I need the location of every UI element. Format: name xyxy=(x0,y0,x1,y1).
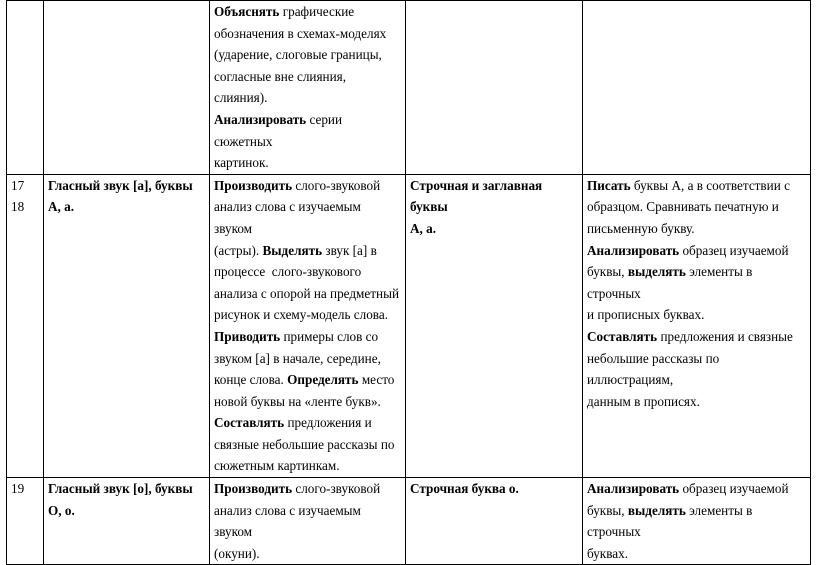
writing-activities-line xyxy=(587,478,806,500)
letter-topic xyxy=(406,174,583,477)
text-segment: буквы, xyxy=(587,502,628,518)
lesson-plan-table xyxy=(6,0,811,565)
text-segment: образец изучаемой xyxy=(679,242,789,258)
text-segment: анализ слова с изучаемым звуком xyxy=(214,199,365,236)
table-row xyxy=(7,1,811,175)
text-segment: предложения и xyxy=(284,415,372,431)
student-activities-line xyxy=(214,326,401,348)
student-activities-line xyxy=(214,66,401,109)
writing-activities xyxy=(583,478,811,565)
writing-activities-line xyxy=(587,348,806,391)
student-activities xyxy=(210,478,406,565)
lesson-topic-line: О, о. xyxy=(48,502,75,518)
writing-activities-line xyxy=(587,261,806,304)
text-segment: письменную букву. xyxy=(587,220,695,236)
student-activities-line xyxy=(214,175,401,197)
action-verb: Анализировать xyxy=(587,242,680,258)
lesson-topic-line: Гласный звук [а], буквы xyxy=(48,177,193,193)
text-segment: (ударение, слоговые границы, xyxy=(214,47,382,63)
text-segment: звук [а] в xyxy=(322,242,377,258)
writing-activities-line xyxy=(587,304,806,326)
table-row xyxy=(7,174,811,477)
text-segment: слого-звуковой xyxy=(292,481,381,497)
text-segment: примеры слов со xyxy=(280,328,379,344)
text-segment: графические xyxy=(279,4,355,19)
letter-topic xyxy=(406,478,583,565)
writing-activities-line xyxy=(587,391,806,413)
text-segment: связные небольшие рассказы по xyxy=(214,436,395,452)
student-activities-line xyxy=(214,44,401,66)
student-activities-line xyxy=(214,348,401,370)
text-segment: образцом. Сравнивать печатную и xyxy=(587,199,779,215)
action-verb: выделять xyxy=(627,502,686,518)
text-segment: место xyxy=(358,372,395,388)
table-row xyxy=(7,478,811,565)
student-activities-line xyxy=(214,152,401,174)
writing-activities-line xyxy=(587,326,806,348)
lesson-topic xyxy=(44,478,210,565)
student-activities-line xyxy=(214,412,401,434)
student-activities xyxy=(210,1,406,175)
writing-activities xyxy=(583,1,811,175)
text-segment: новой буквы на «ленте букв». xyxy=(214,393,381,409)
text-segment: (окуни). xyxy=(214,545,260,561)
letter-topic-line: Строчная и заглавная буквы xyxy=(410,177,543,215)
lesson-topic xyxy=(44,1,210,175)
text-segment: буквах. xyxy=(587,545,629,561)
writing-activities-line xyxy=(587,218,806,240)
student-activities-line xyxy=(214,500,401,543)
action-verb: Писать xyxy=(587,177,631,193)
action-verb: Анализировать xyxy=(214,111,307,127)
text-segment: буквы, xyxy=(587,264,628,280)
lesson-number-line: 17 xyxy=(11,177,25,193)
writing-activities-line xyxy=(587,500,806,543)
lesson-number-line: 19 xyxy=(11,481,25,497)
lesson-plan-body xyxy=(7,1,811,565)
letter-topic xyxy=(406,1,583,175)
writing-activities xyxy=(583,174,811,477)
text-segment: буквы А, а в соответствии с xyxy=(630,177,790,193)
writing-activities-line xyxy=(587,543,806,565)
text-segment: анализа с опорой на предметный xyxy=(214,285,399,301)
student-activities-line xyxy=(214,434,401,456)
action-verb: выделять xyxy=(627,264,686,280)
student-activities-line xyxy=(214,369,401,391)
student-activities-line xyxy=(214,240,401,262)
text-segment: конце слова. xyxy=(214,372,288,388)
student-activities-line xyxy=(214,478,401,500)
action-verb: Объяснять xyxy=(214,4,280,19)
student-activities-line xyxy=(214,543,401,565)
lesson-topic-line: Гласный звук [о], буквы xyxy=(48,481,193,497)
text-segment: рисунок и схему-модель слова. xyxy=(214,307,389,323)
text-segment: сюжетным картинкам. xyxy=(214,458,340,474)
action-verb: Приводить xyxy=(214,328,281,344)
lesson-number xyxy=(7,1,44,175)
lesson-number xyxy=(7,478,44,565)
student-activities xyxy=(210,174,406,477)
action-verb: Производить xyxy=(214,481,293,497)
text-segment: и прописных буквах. xyxy=(587,307,705,323)
writing-activities-line xyxy=(587,175,806,197)
text-segment: анализ слова с изучаемым звуком xyxy=(214,502,365,540)
action-verb: Анализировать xyxy=(587,481,680,497)
text-segment: обозначения в схемах-моделях xyxy=(214,25,387,41)
student-activities-line xyxy=(214,283,401,305)
text-segment: данным в прописях. xyxy=(587,393,700,409)
action-verb: Составлять xyxy=(587,328,658,344)
text-segment: предложения и связные xyxy=(657,328,793,344)
text-segment: образец изучаемой xyxy=(679,481,789,497)
text-segment: элементы в строчных xyxy=(587,502,756,540)
student-activities-line xyxy=(214,23,401,45)
action-verb: Производить xyxy=(214,177,293,193)
writing-activities-line xyxy=(587,240,806,262)
lesson-topic-line: А, а. xyxy=(48,199,75,215)
student-activities-line xyxy=(214,304,401,326)
lesson-number-line: 18 xyxy=(11,199,25,215)
letter-topic-line: А, а. xyxy=(410,220,437,236)
student-activities-line xyxy=(214,455,401,477)
student-activities-line xyxy=(214,1,401,23)
text-segment: серии сюжетных xyxy=(214,111,346,149)
letter-topic-line: Строчная буква о. xyxy=(410,481,519,497)
text-segment: звуком [а] в начале, середине, xyxy=(214,350,381,366)
student-activities-line xyxy=(214,391,401,413)
action-verb: Составлять xyxy=(214,415,285,431)
text-segment: элементы в строчных xyxy=(587,264,756,301)
student-activities-line xyxy=(214,261,401,283)
action-verb: Выделять xyxy=(262,242,323,258)
text-segment: процессе слого-звукового xyxy=(214,264,362,280)
text-segment: согласные вне слияния, слияния). xyxy=(214,68,350,106)
text-segment: картинок. xyxy=(214,155,269,171)
text-segment: слого-звуковой xyxy=(292,177,381,193)
action-verb: Определять xyxy=(287,372,359,388)
lesson-topic xyxy=(44,174,210,477)
lesson-number xyxy=(7,174,44,477)
text-segment: (астры). xyxy=(214,242,263,258)
writing-activities-line xyxy=(587,196,806,218)
text-segment: небольшие рассказы по иллюстрациям, xyxy=(587,350,723,388)
student-activities-line xyxy=(214,196,401,239)
student-activities-line xyxy=(214,109,401,152)
